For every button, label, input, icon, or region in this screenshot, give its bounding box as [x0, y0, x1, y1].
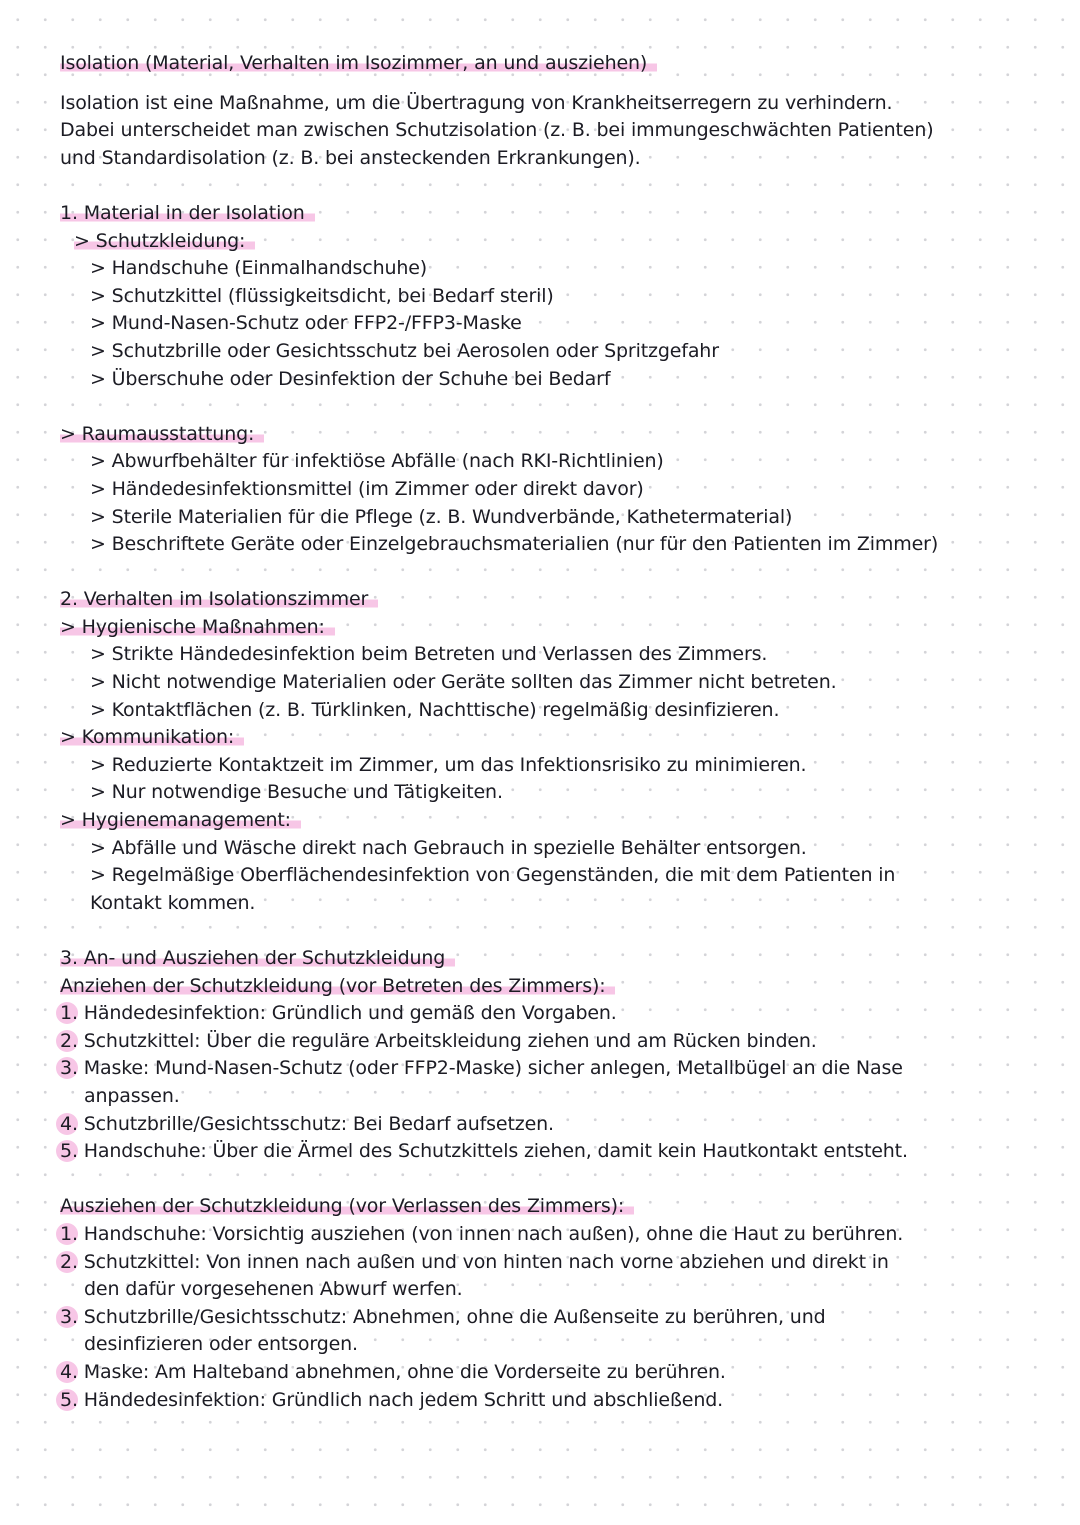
section-an-ausziehen: [60, 945, 1050, 1414]
numbered-step: [60, 1138, 1050, 1166]
numbered-step: [60, 1111, 1050, 1139]
list-item: > Handschuhe (Einmalhandschuhe): [90, 257, 428, 280]
list-item: > Schutzkittel (flüssigkeitsdicht, bei Bedarf steril): [90, 284, 554, 307]
step-number: 1.: [60, 1221, 78, 1249]
step-text: Maske: Mund-Nasen-Schutz (oder FFP2-Maske) sicher anlegen, Metallbügel an die Nase: [77, 1057, 903, 1080]
step-number: 1.: [60, 1000, 78, 1028]
list-item: > Mund-Nasen-Schutz oder FFP2-/FFP3-Maske: [90, 312, 522, 335]
numbered-step: [60, 1028, 1050, 1056]
step-number: 5.: [60, 1138, 78, 1166]
page-title: Isolation (Material, Verhalten im Isozimmer, an und ausziehen): [60, 50, 1050, 78]
list-item: > Abwurfbehälter für infektiöse Abfälle (nach RKI-Richtlinien): [90, 450, 664, 473]
section-heading: 1. Material in der Isolation: [60, 200, 1050, 228]
numbered-step: [60, 1304, 1050, 1332]
subheading-schutzkleidung: > Schutzkleidung:: [60, 228, 1050, 256]
step-text: Schutzbrille/Gesichtsschutz: Bei Bedarf aufsetzen.: [77, 1112, 554, 1135]
list-item: > Nicht notwendige Materialien oder Geräte sollten das Zimmer nicht betreten.: [90, 671, 837, 694]
step-text: Schutzkittel: Von innen nach außen und von hinten nach vorne abziehen und direkt in: [77, 1250, 889, 1273]
step-continuation: anpassen.: [84, 1084, 180, 1107]
list-item-continuation: Kontakt kommen.: [90, 891, 256, 914]
list-item: > Beschriftete Geräte oder Einzelgebrauchsmaterialien (nur für den Patienten im Zimmer): [90, 533, 939, 556]
list-item: > Händedesinfektionsmittel (im Zimmer oder direkt davor): [90, 477, 644, 500]
subheading-raumausstattung: > Raumausstattung:: [60, 421, 1050, 449]
note-page: [60, 50, 1050, 1414]
step-number: 2.: [60, 1028, 78, 1056]
section-heading: 2. Verhalten im Isolationszimmer: [60, 586, 1050, 614]
numbered-step: [60, 1221, 1050, 1249]
list-item: > Nur notwendige Besuche und Tätigkeiten.: [90, 781, 503, 804]
step-continuation: desinfizieren oder entsorgen.: [84, 1333, 358, 1356]
step-text: Handschuhe: Vorsichtig ausziehen (von innen nach außen), ohne die Haut zu berühren.: [77, 1222, 904, 1245]
step-number: 4.: [60, 1111, 78, 1139]
step-continuation: den dafür vorgesehenen Abwurf werfen.: [84, 1278, 463, 1301]
step-number: 4.: [60, 1359, 78, 1387]
step-text: Schutzbrille/Gesichtsschutz: Abnehmen, ohne die Außenseite zu berühren, und: [77, 1305, 826, 1328]
subheading-hygienemanagement: > Hygienemanagement:: [60, 807, 1050, 835]
numbered-step: [60, 1055, 1050, 1083]
intro-line: Isolation ist eine Maßnahme, um die Übertragung von Krankheitserregern zu verhindern.: [60, 91, 893, 114]
list-item: > Regelmäßige Oberflächendesinfektion von Gegenständen, die mit dem Patienten in: [90, 864, 896, 887]
step-text: Handschuhe: Über die Ärmel des Schutzkittels ziehen, damit kein Hautkontakt entsteht.: [77, 1140, 908, 1163]
list-item: > Abfälle und Wäsche direkt nach Gebrauch in spezielle Behälter entsorgen.: [90, 836, 807, 859]
step-text: Maske: Am Halteband abnehmen, ohne die Vorderseite zu berühren.: [77, 1360, 726, 1383]
step-text: Schutzkittel: Über die reguläre Arbeitskleidung ziehen und am Rücken binden.: [77, 1029, 817, 1052]
step-text: Händedesinfektion: Gründlich und gemäß den Vorgaben.: [77, 1002, 617, 1025]
list-item: > Sterile Materialien für die Pflege (z. B. Wundverbände, Kathetermaterial): [90, 505, 793, 528]
subheading-ausziehen: Ausziehen der Schutzkleidung (vor Verlassen des Zimmers):: [60, 1193, 1050, 1221]
subheading-kommunikation: > Kommunikation:: [60, 724, 1050, 752]
section-verhalten: [60, 586, 1050, 917]
step-number: 3.: [60, 1055, 78, 1083]
numbered-step: [60, 1249, 1050, 1277]
list-item: > Schutzbrille oder Gesichtsschutz bei Aerosolen oder Spritzgefahr: [90, 339, 719, 362]
step-number: 3.: [60, 1304, 78, 1332]
subheading-anziehen: Anziehen der Schutzkleidung (vor Betreten des Zimmers):: [60, 973, 1050, 1001]
section-heading: 3. An- und Ausziehen der Schutzkleidung: [60, 945, 1050, 973]
step-number: 5.: [60, 1387, 78, 1415]
list-item: > Reduzierte Kontaktzeit im Zimmer, um das Infektionsrisiko zu minimieren.: [90, 753, 807, 776]
subheading-hygienische-massnahmen: > Hygienische Maßnahmen:: [60, 614, 1050, 642]
list-item: > Kontaktflächen (z. B. Türklinken, Nachttische) regelmäßig desinfizieren.: [90, 698, 780, 721]
list-item: > Überschuhe oder Desinfektion der Schuhe bei Bedarf: [90, 367, 611, 390]
intro-paragraph: [60, 90, 1050, 173]
list-item: > Strikte Händedesinfektion beim Betreten und Verlassen des Zimmers.: [90, 643, 768, 666]
step-number: 2.: [60, 1249, 78, 1277]
intro-line: und Standardisolation (z. B. bei ansteckenden Erkrankungen).: [60, 146, 641, 169]
numbered-step: [60, 1387, 1050, 1415]
section-material: [60, 200, 1050, 559]
numbered-step: [60, 1000, 1050, 1028]
numbered-step: [60, 1359, 1050, 1387]
intro-line: Dabei unterscheidet man zwischen Schutzisolation (z. B. bei immungeschwächten Patienten): [60, 119, 934, 142]
step-text: Händedesinfektion: Gründlich nach jedem Schritt und abschließend.: [77, 1388, 724, 1411]
